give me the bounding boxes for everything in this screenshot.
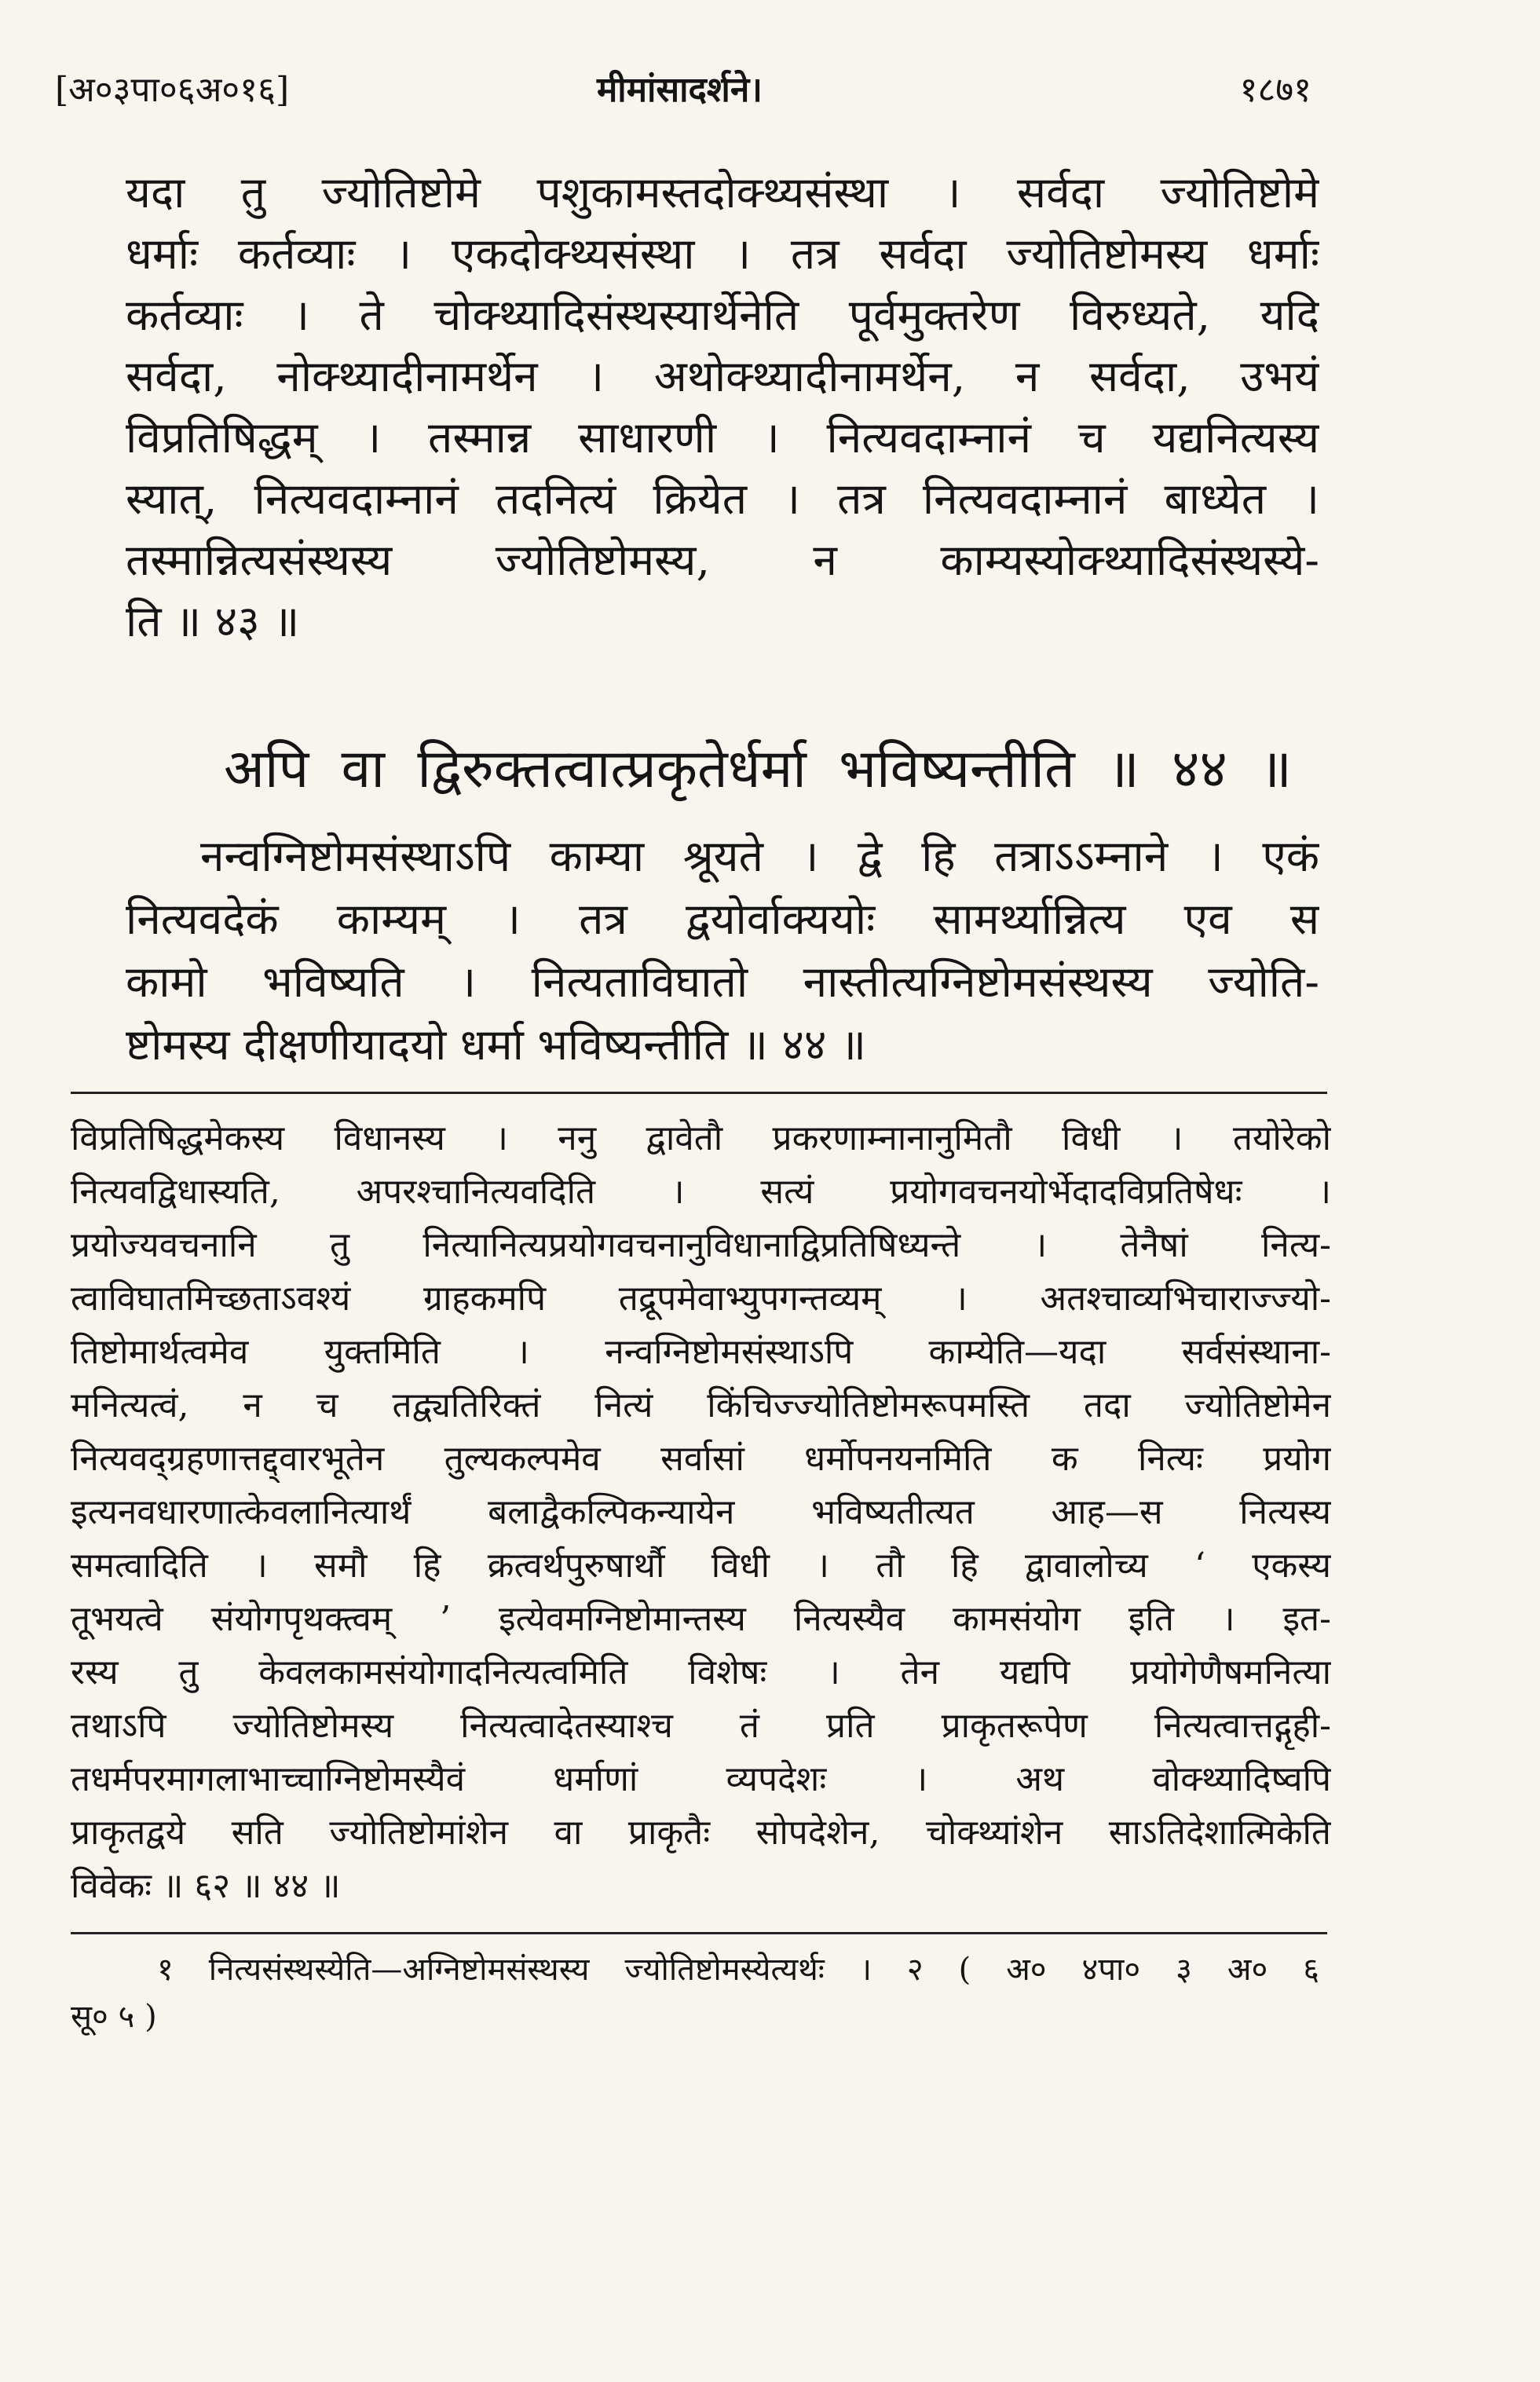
sutra-commentary-line: कामो भविष्यति । नित्यताविघातो नास्तीत्यग्निष्टोमसंस्थस्य ज्योति- [126, 957, 1319, 1007]
gloss-divider-rule [71, 1092, 1327, 1094]
sutra-commentary-line: नन्वग्निष्टोमसंस्थाऽपि काम्या श्रूयते । द्वे हि तत्राऽऽम्नाने । एकं [200, 831, 1319, 881]
running-header [55, 63, 1311, 118]
footnote-divider-rule [71, 1932, 1327, 1934]
sutra-heading: अपि वा द्विरुक्तत्वात्प्रकृतेर्धर्मा भविष्यन्तीति ॥ ४४ ॥ [224, 738, 1292, 800]
gloss-line: इत्यनवधारणात्केवलानित्यार्थं बलाद्वैकल्पिकन्यायेन भविष्यतीत्यत आह—स नित्यस्य [71, 1492, 1331, 1532]
gloss-line: रस्य तु केवलकामसंयोगादनित्यत्वमिति विशेषः । तेन यद्यपि प्रयोगेणैषमनित्या [71, 1652, 1331, 1692]
footnote-line: १ नित्यसंस्थस्येति—अग्निष्टोमसंस्थस्य ज्योतिष्टोमस्येत्यर्थः । २ ( अ० ४पा० ३ अ० ६ [157, 1952, 1319, 1988]
sutra-commentary-line: नित्यवदेकं काम्यम् । तत्र द्वयोर्वाक्ययोः सामर्थ्यान्नित्य एव स [126, 894, 1319, 944]
main-text-line: तस्मान्नित्यसंस्थस्य ज्योतिष्टोमस्य, न काम्यस्योक्थ्यादिसंस्थस्ये- [126, 535, 1319, 585]
main-text-line: धर्माः कर्तव्याः । एकदोक्थ्यसंस्था । तत्र सर्वदा ज्योतिष्टोमस्य धर्माः [126, 229, 1319, 279]
gloss-line: विवेकः ॥ ६२ ॥ ४४ ॥ [71, 1866, 341, 1906]
page-number: १८७१ [1239, 70, 1311, 110]
main-text-line: कर्तव्याः । ते चोक्थ्यादिसंस्थस्यार्थेनेति पूर्वमुक्तरेण विरुध्यते, यदि [126, 290, 1319, 340]
gloss-line: तिष्टोमार्थत्वमेव युक्तमिति । नन्वग्निष्टोमसंस्थाऽपि काम्येति—यदा सर्वसंस्थाना- [71, 1332, 1331, 1372]
gloss-line: तथाऽपि ज्योतिष्टोमस्य नित्यत्वादेतस्याश्च तं प्रति प्राकृतरूपेण नित्यत्वात्तद्गृही- [71, 1706, 1331, 1746]
gloss-line: प्राकृतद्वये सति ज्योतिष्टोमांशेन वा प्राकृतैः सोपदेशेन, चोक्थ्यांशेन साऽतिदेशात्मिकेति [71, 1813, 1331, 1853]
gloss-line: प्रयोज्यवचनानि तु नित्यानित्यप्रयोगवचनानुविधानाद्विप्रतिषिध्यन्ते । तेनैषां नित्य- [71, 1225, 1331, 1265]
main-text-line: ति ॥ ४३ ॥ [126, 596, 300, 646]
header-book-title: मीमांसादर्शने। [597, 70, 763, 110]
sutra-commentary-line: ष्टोमस्य दीक्षणीयादयो धर्मा भविष्यन्तीति ॥ ४४ ॥ [126, 1019, 866, 1070]
gloss-line: तूभयत्वे संयोगपृथक्त्वम् ’ इत्येवमग्निष्टोमान्तस्य नित्यस्यैव कामसंयोग इति । इत- [71, 1599, 1331, 1639]
gloss-line: विप्रतिषिद्धमेकस्य विधानस्य । ननु द्वावेतौ प्रकरणाम्नानानुमितौ विधी । तयोरेको [71, 1118, 1331, 1158]
header-section-reference: [अ०३पा०६अ०१६] [55, 70, 290, 110]
gloss-line: त्वाविघातमिच्छताऽवश्यं ग्राहकमपि तद्रूपमेवाभ्युपगन्तव्यम् । अतश्चाव्यभिचाराज्ज्यो- [71, 1279, 1331, 1319]
main-text-line: सर्वदा, नोक्थ्यादीनामर्थेन । अथोक्थ्यादीनामर्थेन, न सर्वदा, उभयं [126, 351, 1319, 401]
gloss-line: समत्वादिति । समौ हि क्रत्वर्थपुरुषार्थौ विधी । तौ हि द्वावालोच्य ‘ एकस्य [71, 1546, 1331, 1586]
main-text-line: स्यात्, नित्यवदाम्नानं तदनित्यं क्रियेत । तत्र नित्यवदाम्नानं बाध्येत । [126, 474, 1319, 524]
gloss-line: तधर्मपरमागलाभाच्चाग्निष्टोमस्यैवं धर्माणां व्यपदेशः । अथ वोक्थ्यादिष्वपि [71, 1759, 1331, 1799]
gloss-line: नित्यवद्ग्रहणात्तद्द्वारभूतेन तुल्यकल्पमेव सर्वासां धर्मोपनयनमिति क नित्यः प्रयोग [71, 1439, 1331, 1479]
gloss-line: मनित्यत्वं, न च तद्व्यतिरिक्तं नित्यं किंचिज्ज्योतिष्टोमरूपमस्ति तदा ज्योतिष्टोमेन [71, 1385, 1331, 1425]
footnote-line: सू० ५ ) [71, 1999, 157, 2035]
main-text-line: यदा तु ज्योतिष्टोमे पशुकामस्तदोक्थ्यसंस्था । सर्वदा ज्योतिष्टोमे [126, 167, 1319, 218]
gloss-line: नित्यवद्विधास्यति, अपरश्चानित्यवदिति । सत्यं प्रयोगवचनयोर्भेदादविप्रतिषेधः । [71, 1172, 1331, 1212]
main-text-line: विप्रतिषिद्धम् । तस्मान्न साधारणी । नित्यवदाम्नानं च यद्यनित्यस्य [126, 412, 1319, 463]
